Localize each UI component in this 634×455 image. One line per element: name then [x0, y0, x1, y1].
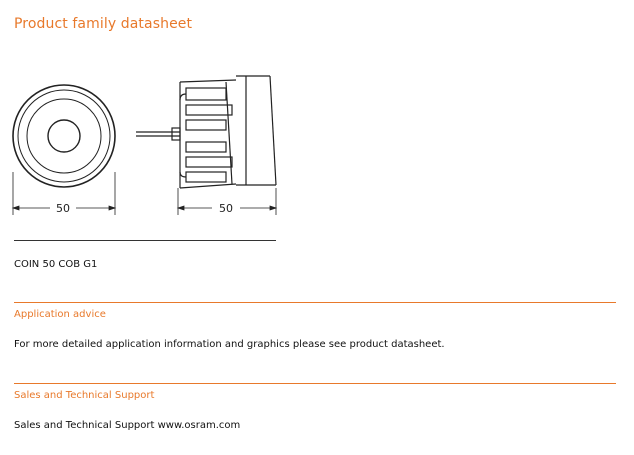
product-divider: [14, 240, 276, 241]
support-divider: [14, 383, 616, 384]
technical-drawing: [0, 60, 300, 220]
support-heading: Sales and Technical Support: [14, 390, 155, 401]
product-name: COIN 50 COB G1: [14, 259, 98, 270]
side-dimension-label: 50: [219, 202, 233, 215]
application-advice-divider: [14, 302, 616, 303]
dimension-drawing-svg: [0, 60, 300, 220]
support-text: Sales and Technical Support www.osram.com: [14, 420, 241, 431]
page-title: Product family datasheet: [14, 16, 193, 32]
side-view: [136, 76, 276, 188]
front-view: [13, 85, 115, 187]
application-advice-heading: Application advice: [14, 309, 106, 320]
application-advice-text: For more detailed application information and graphics please see product datasheet.: [14, 339, 445, 350]
front-dimension-label: 50: [56, 202, 70, 215]
